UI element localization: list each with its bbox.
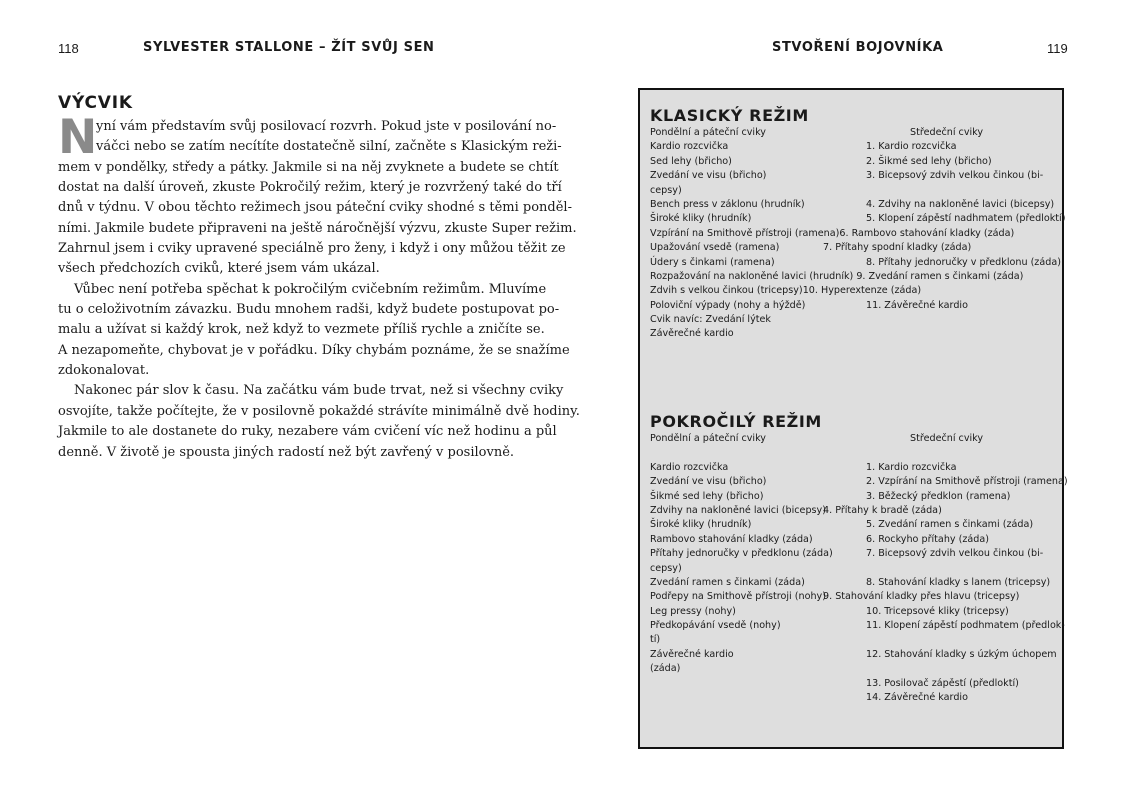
- mon-fri-exercise: Široké kliky (hrudník): [650, 519, 752, 531]
- mon-fri-exercise: Bench press v záklonu (hrudník): [650, 198, 805, 210]
- table-row: [650, 590, 1060, 604]
- section-title: VÝCVIK: [58, 93, 133, 113]
- mon-fri-exercise: Kardio rozcvička: [650, 141, 729, 153]
- mon-fri-exercise: tí): [650, 634, 661, 646]
- table-row: [650, 533, 1060, 547]
- mon-fri-exercise: Vzpírání na Smithově přístroji (ramena): [650, 227, 840, 239]
- body-line: tu o celoživotním závazku. Budu mnohem radši, když budete postupovat po-: [58, 302, 560, 318]
- wednesday-exercise: 3. Běžecký předklon (ramena): [866, 490, 1011, 502]
- mon-fri-exercise: Šikmé sed lehy (břicho): [650, 490, 764, 502]
- wednesday-exercise: 13. Posilovač zápěstí (předloktí): [866, 677, 1019, 689]
- mon-fri-exercise: Zvedání ve visu (břicho): [650, 476, 767, 488]
- body-line: malu a užívat si každý krok, než když to vezmete příliš rychle a zničíte se.: [58, 322, 545, 338]
- table-row: [650, 169, 1060, 183]
- table-row: [650, 547, 1060, 561]
- left-running-head: SYLVESTER STALLONE – ŽÍT SVŮJ SEN: [143, 40, 435, 55]
- body-line: yní vám představím svůj posilovací rozvrh. Pokud jste v posilování no-: [96, 119, 557, 134]
- mon-fri-exercise: Rozpažování na nakloněné lavici (hrudník): [650, 270, 854, 282]
- body-line: váčci nebo se zatím necítíte dostatečně silní, začněte s Klasickým reži-: [96, 139, 562, 155]
- mon-fri-exercise: Přítahy jednoručky v předklonu (záda): [650, 548, 833, 560]
- body-line: denně. V životě je spousta jiných radostí než být zavřený v posilovně.: [58, 444, 515, 460]
- drop-cap: N: [58, 110, 98, 165]
- wednesday-exercise: 12. Stahování kladky s úzkým úchopem: [866, 648, 1057, 660]
- table-row: [650, 677, 1060, 691]
- wednesday-exercise: 11. Závěrečné kardio: [866, 299, 968, 311]
- mon-fri-exercise: Upažování vsedě (ramena): [650, 242, 780, 254]
- mon-fri-exercise: Sed lehy (břicho): [650, 155, 732, 167]
- mon-fri-exercise: Závěrečné kardio: [650, 648, 734, 660]
- table-row: [650, 241, 1060, 255]
- table-row: [650, 126, 1060, 140]
- table-row: [650, 270, 1060, 284]
- table-row: [650, 432, 1060, 446]
- wednesday-exercise: 10. Hyperextenze (záda): [802, 285, 922, 297]
- wednesday-exercise: 3. Bicepsový zdvih velkou činkou (bi-: [866, 170, 1044, 182]
- table-row: [650, 504, 1060, 518]
- table-row: [650, 446, 1060, 460]
- table-row: [650, 256, 1060, 270]
- table-row: [650, 284, 1060, 298]
- body-text: [58, 110, 580, 463]
- wednesday-exercise: 2. Vzpírání na Smithově přístroji (ramena): [866, 476, 1068, 488]
- mon-fri-exercise: Zdvihy na nakloněné lavici (bicepsy): [650, 504, 826, 516]
- column-header-mon-fri: Pondělní a páteční cviky: [650, 127, 766, 138]
- mon-fri-exercise: Poloviční výpady (nohy a hýždě): [650, 299, 806, 311]
- mon-fri-exercise: Závěrečné kardio: [650, 328, 734, 340]
- table-row: [650, 562, 1060, 576]
- wednesday-exercise: 9. Zvedání ramen s činkami (záda): [856, 270, 1024, 282]
- wednesday-exercise: 7. Bicepsový zdvih velkou činkou (bi-: [866, 548, 1044, 560]
- table-row: [650, 633, 1060, 647]
- table-row: [650, 648, 1060, 662]
- table-row: [650, 299, 1060, 313]
- wednesday-exercise: 8. Stahování kladky s lanem (tricepsy): [866, 576, 1051, 588]
- column-header-wednesday: Středeční cviky: [910, 127, 984, 138]
- table-row: [650, 662, 1060, 676]
- klasicky-title: KLASICKÝ REŽIM: [650, 106, 809, 125]
- wednesday-exercise: 6. Rambovo stahování kladky (záda): [839, 227, 1015, 239]
- mon-fri-exercise: Zvedání ramen s činkami (záda): [650, 576, 805, 588]
- table-row: [650, 198, 1060, 212]
- right-page-number: 119: [1047, 41, 1068, 56]
- table-row: [650, 140, 1060, 154]
- mon-fri-exercise: cepsy): [650, 184, 682, 196]
- pokrocily-title: POKROČILÝ REŽIM: [650, 412, 822, 431]
- wednesday-exercise: 10. Tricepsové kliky (tricepsy): [866, 605, 1009, 617]
- body-line: ními. Jakmile budete připraveni na ještě náročnější výzvu, zkuste Super režim.: [58, 220, 577, 236]
- wednesday-exercise: 9. Stahování kladky přes hlavu (tricepsy): [823, 591, 1020, 603]
- mon-fri-exercise: Údery s činkami (ramena): [650, 256, 775, 268]
- wednesday-exercise: 14. Závěrečné kardio: [866, 692, 968, 704]
- table-row: [650, 327, 1060, 341]
- mon-fri-exercise: Cvik navíc: Zvedání lýtek: [650, 314, 771, 326]
- table-row: [650, 518, 1060, 532]
- body-line: mem v pondělky, středy a pátky. Jakmile si na něj zvyknete a budete se chtít: [58, 159, 559, 175]
- body-line: osvojíte, takže počítejte, že v posilovně pokaždé strávíte minimálně dvě hodiny.: [58, 403, 580, 419]
- klasicky-table: [650, 126, 1066, 342]
- table-row: [650, 691, 1060, 705]
- body-line: Nakonec pár slov k času. Na začátku vám bude trvat, než si všechny cviky: [74, 383, 564, 399]
- body-line: A nezapomeňte, chybovat je v pořádku. Díky chybám poznáme, že se snažíme: [58, 342, 570, 358]
- wednesday-exercise: 1. Kardio rozcvička: [866, 461, 957, 473]
- mon-fri-exercise: Rambovo stahování kladky (záda): [650, 533, 813, 545]
- table-row: [650, 490, 1060, 504]
- table-row: [650, 461, 1060, 475]
- mon-fri-exercise: cepsy): [650, 562, 682, 574]
- mon-fri-exercise: Zvedání ve visu (břicho): [650, 170, 767, 182]
- table-row: [650, 313, 1060, 327]
- wednesday-exercise: 4. Přítahy k bradě (záda): [823, 504, 942, 516]
- wednesday-exercise: 7. Přítahy spodní kladky (záda): [823, 242, 972, 254]
- wednesday-exercise: 1. Kardio rozcvička: [866, 141, 957, 153]
- training-schedule-box: [638, 88, 1068, 749]
- mon-fri-exercise: Předkopávání vsedě (nohy): [650, 620, 781, 632]
- mon-fri-exercise: Podřepy na Smithově přístroji (nohy): [650, 591, 826, 603]
- right-running-head: STVOŘENÍ BOJOVNÍKA: [772, 40, 944, 55]
- table-row: [650, 475, 1068, 489]
- column-header-wednesday: Středeční cviky: [910, 433, 984, 444]
- table-row: [650, 619, 1065, 633]
- table-row: [650, 212, 1066, 226]
- wednesday-exercise: 5. Zvedání ramen s činkami (záda): [866, 519, 1034, 531]
- table-row: [650, 227, 1060, 241]
- body-line: Zahrnul jsem i cviky upravené speciálně pro ženy, i když i ony můžou těžit ze: [58, 241, 566, 257]
- table-row: [650, 184, 1060, 198]
- wednesday-exercise: 4. Zdvihy na nakloněné lavici (bicepsy): [866, 198, 1055, 210]
- table-row: [650, 576, 1060, 590]
- table-row: [650, 155, 1060, 169]
- body-line: dostat na další úroveň, zkuste Pokročilý režim, který je rozvržený také do tří: [58, 180, 562, 196]
- mon-fri-exercise: Zdvih s velkou činkou (tricepsy): [650, 285, 803, 297]
- body-line: Vůbec není potřeba spěchat k pokročilým cvičebním režimům. Mluvíme: [74, 281, 547, 297]
- mon-fri-exercise: Kardio rozcvička: [650, 461, 729, 473]
- wednesday-exercise: 5. Klopení zápěstí nadhmatem (předloktí): [866, 213, 1066, 225]
- pokrocily-table: [650, 432, 1068, 705]
- mon-fri-exercise: Široké kliky (hrudník): [650, 213, 752, 225]
- wednesday-exercise: 8. Přítahy jednoručky v předklonu (záda): [866, 256, 1061, 268]
- body-line: Jakmile to ale dostanete do ruky, nezabere vám cvičení víc než hodinu a půl: [58, 424, 557, 440]
- table-row: [650, 605, 1060, 619]
- body-line: zdokonalovat.: [58, 363, 150, 379]
- body-line: všech předchozích cviků, které jsem vám ukázal.: [58, 261, 380, 277]
- wednesday-exercise: 2. Šikmé sed lehy (břicho): [866, 155, 992, 167]
- body-line: dnů v týdnu. V obou těchto režimech jsou páteční cviky shodné s těmi ponděl-: [58, 200, 572, 216]
- left-page-number: 118: [58, 41, 79, 56]
- column-header-mon-fri: Pondělní a páteční cviky: [650, 433, 766, 444]
- wednesday-exercise: 11. Klopení zápěstí podhmatem (předlok-: [866, 620, 1065, 632]
- wednesday-exercise: 6. Rockyho přítahy (záda): [866, 533, 989, 545]
- mon-fri-exercise: (záda): [650, 663, 681, 675]
- mon-fri-exercise: Leg pressy (nohy): [650, 605, 736, 617]
